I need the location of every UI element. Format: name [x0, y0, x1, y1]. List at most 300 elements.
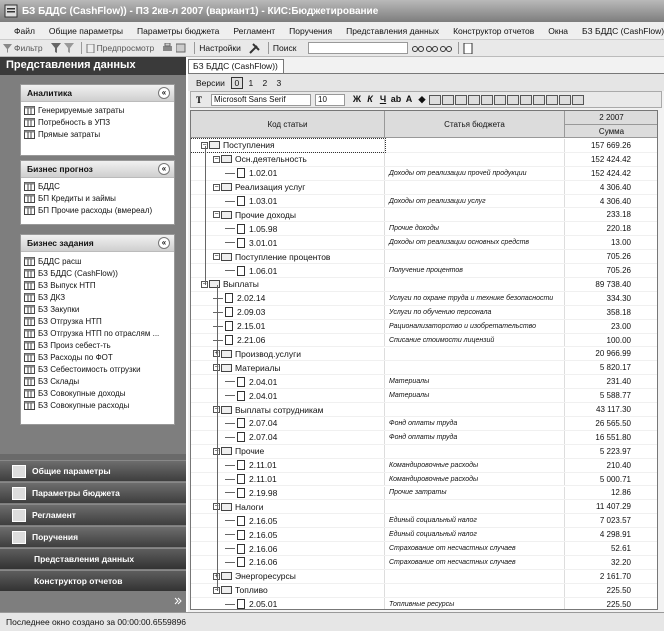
table-icon	[24, 401, 35, 410]
cell-sum	[565, 195, 635, 208]
table-icon	[24, 257, 35, 266]
group-tasks-header[interactable]	[21, 235, 174, 252]
cell-code	[191, 445, 385, 458]
table-icon	[24, 293, 35, 302]
version-button[interactable]: 3	[276, 77, 282, 88]
menu-item[interactable]: Окна	[548, 25, 569, 36]
table-row[interactable]	[191, 403, 658, 417]
panel-button[interactable]	[0, 548, 186, 569]
folder-icon	[221, 183, 232, 191]
cell-sum	[565, 487, 635, 500]
table-icon	[24, 269, 35, 278]
tools-icon[interactable]	[249, 43, 261, 54]
table-row[interactable]	[191, 556, 658, 570]
cell-budget	[385, 584, 565, 597]
border-none-icon[interactable]	[533, 95, 545, 105]
nav-item-label: БДДС	[38, 181, 60, 191]
toolbar	[0, 40, 664, 57]
cell-sum	[565, 236, 635, 249]
cell-budget	[385, 334, 565, 347]
cell-budget	[385, 250, 565, 263]
panel-button-label: Конструктор отчетов	[34, 576, 123, 586]
valign-top-icon[interactable]	[468, 95, 480, 105]
cell-budget	[385, 348, 565, 361]
collapse-icon[interactable]: −	[214, 183, 219, 191]
row-name: Прочие затраты	[389, 489, 447, 497]
collapse-icon[interactable]: −	[214, 447, 219, 455]
table-row[interactable]	[191, 500, 658, 514]
row-code: 2.07.04	[249, 418, 278, 429]
table-row[interactable]	[191, 598, 658, 610]
filter-button[interactable]	[3, 43, 43, 53]
group-analytics-header[interactable]	[21, 85, 174, 102]
panel-button[interactable]	[0, 570, 186, 591]
row-code: Налоги	[235, 501, 264, 512]
row-sum: 152 424.42	[590, 154, 631, 164]
panel-button-icon	[12, 509, 26, 522]
nav-item-label: БДДС расш	[38, 256, 82, 266]
nav-item[interactable]	[21, 180, 174, 192]
nav-item[interactable]	[21, 387, 174, 399]
cell-budget	[385, 570, 565, 583]
cell-code	[191, 292, 385, 305]
row-sum: 26 565.50	[595, 418, 631, 428]
cell-sum	[565, 542, 635, 555]
search-input[interactable]	[308, 42, 408, 54]
table-row[interactable]	[191, 153, 658, 167]
table-row[interactable]	[191, 222, 658, 236]
col-header-code[interactable]: Код статьи	[191, 111, 385, 138]
table-icon	[24, 194, 35, 203]
nav-item[interactable]	[21, 363, 174, 375]
cell-sum	[565, 181, 635, 194]
collapse-icon[interactable]: −	[202, 280, 207, 288]
row-sum: 157 669.26	[590, 140, 631, 150]
app-icon	[4, 4, 18, 18]
border-outer-icon[interactable]	[520, 95, 532, 105]
row-code: 2.02.14	[237, 293, 266, 304]
cell-sum	[565, 375, 635, 388]
row-sum: 4 306.40	[599, 182, 631, 192]
group-forecast-header[interactable]	[21, 161, 174, 178]
row-sum: 5 223.97	[599, 446, 631, 456]
row-sum: 12.86	[610, 488, 631, 498]
panel-button-icon	[12, 465, 26, 478]
col-header-budget[interactable]: Статья бюджета	[385, 111, 565, 138]
table-row[interactable]	[191, 292, 658, 306]
nav-item-label: БЗ Отгрузка НТП по отраслям ...	[38, 328, 160, 338]
status-bar: Последнее окно создано за 00:00:00.6559896	[0, 612, 664, 631]
group-tasks	[20, 234, 175, 425]
table-row[interactable]	[191, 570, 658, 584]
row-code: 2.19.98	[249, 487, 278, 498]
align-right-icon[interactable]	[455, 95, 467, 105]
row-sum: 5 588.77	[599, 391, 631, 401]
table-row[interactable]	[191, 473, 658, 487]
nav-item[interactable]	[21, 339, 174, 351]
nav-item-label: Потребность в УПЗ	[38, 117, 111, 127]
table-row[interactable]	[191, 459, 658, 473]
document-icon	[237, 377, 245, 387]
col-header-period[interactable]: 2 2007	[565, 111, 658, 125]
cell-sum	[565, 403, 635, 416]
panel-button-label: Общие параметры	[32, 466, 111, 476]
nav-item[interactable]	[21, 255, 174, 267]
row-name: Прочие доходы	[389, 225, 439, 233]
cell-sum	[565, 292, 635, 305]
row-name: Топливные ресурсы	[389, 600, 455, 608]
valign-middle-icon[interactable]	[481, 95, 493, 105]
row-name: Единый социальный налог	[389, 517, 477, 525]
row-code: 1.05.98	[249, 223, 278, 234]
collapse-icon[interactable]: «	[158, 87, 170, 99]
cell-budget	[385, 403, 565, 416]
nav-item[interactable]	[21, 128, 174, 140]
italic-icon[interactable]: К	[367, 94, 373, 104]
cell-code	[191, 250, 385, 263]
grid-icon[interactable]	[546, 95, 558, 105]
left-panel	[0, 57, 186, 612]
find-next-icon[interactable]	[426, 43, 438, 53]
collapse-icon[interactable]: −	[214, 211, 219, 219]
cell-code	[191, 361, 385, 374]
nav-item-label: БЗ Совокупные доходы	[38, 388, 126, 398]
row-code: 2.05.01	[249, 599, 278, 610]
row-sum: 13.00	[610, 238, 631, 248]
settings-button[interactable]	[199, 43, 241, 53]
expand-icon[interactable]	[559, 95, 571, 105]
cell-sum	[565, 445, 635, 458]
nav-item[interactable]	[21, 279, 174, 291]
cell-budget	[385, 236, 565, 249]
fill-color-icon[interactable]: ◆	[418, 94, 426, 104]
strike-icon[interactable]: ab	[390, 94, 402, 104]
table-icon	[24, 206, 35, 215]
table-row[interactable]	[191, 334, 658, 348]
format-toolbar	[190, 91, 662, 108]
table-row[interactable]	[191, 236, 658, 250]
table-icon	[24, 329, 35, 338]
collapse-icon[interactable]: −	[214, 406, 219, 414]
nav-item-label: БЗ Себестоимость отгрузки	[38, 364, 141, 374]
row-sum: 210.40	[606, 460, 631, 470]
valign-bottom-icon[interactable]	[494, 95, 506, 105]
group-forecast	[20, 160, 175, 225]
cell-sum	[565, 431, 635, 444]
cell-code	[191, 500, 385, 513]
table-icon	[24, 353, 35, 362]
cell-budget	[385, 514, 565, 527]
table-row[interactable]	[191, 542, 658, 556]
row-code: 2.11.01	[249, 460, 277, 471]
preview-icon	[86, 44, 95, 53]
cell-code	[191, 556, 385, 569]
cell-sum	[565, 264, 635, 277]
folder-icon	[209, 141, 220, 149]
row-code: 2.09.03	[237, 307, 266, 318]
cell-code	[191, 375, 385, 388]
nav-item-label: БЗ Совокупные расходы	[38, 400, 130, 410]
cell-code	[191, 514, 385, 527]
table-row[interactable]	[191, 264, 658, 278]
nav-item[interactable]	[21, 351, 174, 363]
row-code: 2.21.06	[237, 335, 266, 346]
row-name: Командировочные расходы	[389, 461, 479, 469]
cell-budget	[385, 181, 565, 194]
table-row[interactable]	[191, 528, 658, 542]
table-row[interactable]	[191, 195, 658, 209]
table-row[interactable]	[191, 348, 658, 362]
nav-item[interactable]	[21, 104, 174, 116]
table-row[interactable]	[191, 375, 658, 389]
table-row[interactable]	[191, 445, 658, 459]
collapse-icon[interactable]: −	[214, 155, 219, 163]
row-code: 2.04.01	[249, 390, 278, 401]
cell-code	[191, 473, 385, 486]
table-row[interactable]	[191, 361, 658, 375]
document-icon	[237, 530, 245, 540]
table-row[interactable]	[191, 209, 658, 223]
export-icon[interactable]	[176, 43, 187, 53]
table-row[interactable]	[191, 487, 658, 501]
menu-item[interactable]: Поручения	[289, 25, 333, 36]
font-size-select[interactable]: 10	[315, 94, 345, 106]
collapse-all-icon[interactable]	[572, 95, 584, 105]
cell-sum	[565, 556, 635, 569]
collapse-icon[interactable]: «	[158, 237, 170, 249]
nav-item-label: БП Кредиты и займы	[38, 193, 116, 203]
cell-budget	[385, 153, 565, 166]
version-button[interactable]: 1	[248, 77, 254, 88]
cell-code	[191, 222, 385, 235]
nav-item[interactable]	[21, 267, 174, 279]
funnel-clear-icon[interactable]	[64, 43, 74, 53]
row-sum: 7 023.57	[599, 516, 631, 526]
version-button[interactable]: 0	[231, 77, 243, 89]
panel-button[interactable]	[0, 482, 186, 503]
print-icon[interactable]	[162, 43, 173, 53]
nav-item[interactable]	[21, 291, 174, 303]
menu-bar	[0, 22, 664, 40]
row-code: Производ.услуги	[235, 348, 301, 359]
menu-item[interactable]: Общие параметры	[48, 25, 124, 36]
table-row[interactable]	[191, 167, 658, 181]
nav-item-label: БЗ Отгрузка НТП	[38, 316, 102, 326]
doc-icon[interactable]	[463, 43, 473, 54]
font-select[interactable]: Microsoft Sans Serif	[211, 94, 311, 106]
folder-icon	[221, 211, 232, 219]
table-row[interactable]	[191, 250, 658, 264]
row-name: Услуги по обучению персонала	[389, 308, 492, 316]
panel-button[interactable]	[0, 460, 186, 481]
cell-budget	[385, 417, 565, 430]
table-row[interactable]	[191, 514, 658, 528]
table-row[interactable]	[191, 584, 658, 598]
collapse-icon[interactable]: «	[158, 163, 170, 175]
cell-budget	[385, 361, 565, 374]
row-name: Командировочные расходы	[389, 475, 479, 483]
expand-icon[interactable]: +	[214, 350, 219, 358]
table-row[interactable]	[191, 389, 658, 403]
collapse-icon[interactable]: −	[214, 586, 219, 594]
row-sum: 152 424.42	[590, 168, 631, 178]
cell-sum	[565, 153, 635, 166]
cell-budget	[385, 320, 565, 333]
underline-icon[interactable]: Ч	[379, 94, 387, 104]
table-row[interactable]	[191, 320, 658, 334]
row-name: Страхование от несчастных случаев	[389, 558, 516, 566]
menu-item[interactable]: Параметры бюджета	[137, 25, 220, 36]
panel-button-label: Поручения	[32, 532, 79, 542]
cell-sum	[565, 348, 635, 361]
row-code: Реализация услуг	[235, 182, 306, 193]
nav-item[interactable]	[21, 375, 174, 387]
row-sum: 20 966.99	[595, 349, 631, 359]
cell-code	[191, 278, 385, 291]
cell-code	[191, 264, 385, 277]
cell-budget	[385, 195, 565, 208]
find-icon[interactable]	[412, 43, 424, 53]
cell-budget	[385, 375, 565, 388]
collapse-icon[interactable]: −	[214, 503, 219, 511]
row-code: Выплаты	[223, 279, 259, 290]
nav-item[interactable]	[21, 192, 174, 204]
cell-code	[191, 334, 385, 347]
expand-icon[interactable]: +	[214, 572, 219, 580]
collapse-icon[interactable]: −	[214, 253, 219, 261]
cell-sum	[565, 209, 635, 222]
menu-item[interactable]: Регламент	[233, 25, 276, 36]
col-header-sum[interactable]: Сумма	[565, 125, 658, 138]
cell-code	[191, 417, 385, 430]
panel-button-label: Представления данных	[34, 554, 135, 564]
cell-budget	[385, 222, 565, 235]
cell-code	[191, 403, 385, 416]
document-icon	[237, 488, 245, 498]
row-code: 2.16.06	[249, 543, 278, 554]
row-code: Осн.деятельность	[235, 154, 307, 165]
cell-code	[191, 348, 385, 361]
table-row[interactable]	[191, 431, 658, 445]
row-sum: 16 551.80	[595, 432, 631, 442]
more-icon[interactable]	[174, 597, 182, 605]
nav-item[interactable]	[21, 315, 174, 327]
row-sum: 231.40	[606, 377, 631, 387]
row-name: Материалы	[389, 392, 430, 400]
align-center-icon[interactable]	[442, 95, 454, 105]
table-icon	[24, 317, 35, 326]
document-area	[188, 57, 664, 612]
collapse-icon[interactable]: −	[202, 141, 207, 149]
menu-item[interactable]: Файл	[14, 25, 35, 36]
table-row[interactable]	[191, 278, 658, 292]
nav-item-label: БЗ Выпуск НТП	[38, 280, 96, 290]
cell-budget	[385, 542, 565, 555]
document-icon	[237, 544, 245, 554]
cell-sum	[565, 570, 635, 583]
row-code: 2.16.06	[249, 557, 278, 568]
cell-code	[191, 487, 385, 500]
collapse-icon[interactable]: −	[214, 364, 219, 372]
menu-item[interactable]: Представления данных	[346, 25, 440, 36]
row-sum: 705.26	[606, 252, 631, 262]
row-code: 2.15.01	[237, 321, 266, 332]
cell-budget	[385, 139, 565, 152]
cell-code	[191, 570, 385, 583]
row-name: Фонд оплаты труда	[389, 419, 458, 427]
table-row[interactable]	[191, 417, 658, 431]
cell-sum	[565, 389, 635, 402]
title-bar	[0, 0, 664, 22]
svg-text:T: T	[196, 95, 203, 105]
row-name: Фонд оплаты труда	[389, 433, 458, 441]
nav-item[interactable]	[21, 327, 174, 339]
cell-sum	[565, 500, 635, 513]
table-icon	[24, 118, 35, 127]
nav-item[interactable]	[21, 303, 174, 315]
budget-grid	[190, 110, 658, 610]
panel-button[interactable]	[0, 504, 186, 525]
document-icon	[237, 474, 245, 484]
nav-item[interactable]	[21, 116, 174, 128]
row-code: Поступления	[223, 140, 275, 151]
panel-button-icon	[12, 531, 26, 544]
cell-sum	[565, 514, 635, 527]
cell-sum	[565, 167, 635, 180]
menu-item[interactable]: БЗ БДДС (CashFlow)	[582, 25, 664, 36]
nav-item[interactable]	[21, 399, 174, 411]
document-icon	[237, 266, 245, 276]
funnel-icon[interactable]	[51, 43, 61, 53]
find-prev-icon[interactable]	[440, 43, 452, 53]
document-icon	[237, 599, 245, 609]
cell-sum	[565, 417, 635, 430]
table-row[interactable]	[191, 306, 658, 320]
table-row[interactable]	[191, 181, 658, 195]
bold-icon[interactable]: Ж	[352, 94, 362, 104]
font-color-icon[interactable]: A	[405, 94, 413, 104]
panel-button-label: Параметры бюджета	[32, 488, 120, 498]
cell-sum	[565, 528, 635, 541]
row-sum: 43 117.30	[596, 405, 631, 415]
cell-budget	[385, 264, 565, 277]
row-code: Материалы	[235, 362, 281, 373]
menu-item[interactable]: Конструктор отчетов	[453, 25, 535, 36]
cell-code	[191, 459, 385, 472]
border-all-icon[interactable]	[507, 95, 519, 105]
table-row[interactable]	[191, 139, 658, 153]
tab-document[interactable]: БЗ БДДС (CashFlow))	[188, 59, 284, 73]
row-sum: 4 306.40	[599, 196, 631, 206]
row-sum: 32.20	[610, 557, 631, 567]
preview-button[interactable]	[86, 43, 155, 53]
row-name: Услуги по охране труда и технике безопасности	[389, 294, 554, 302]
row-code: Прочие доходы	[235, 209, 296, 220]
nav-item[interactable]	[21, 204, 174, 216]
nav-item-label: БЗ ДКЗ	[38, 292, 66, 302]
cell-budget	[385, 500, 565, 513]
folder-icon	[221, 350, 232, 358]
document-icon	[225, 307, 233, 317]
row-code: Прочие	[235, 446, 265, 457]
row-name: Материалы	[389, 378, 430, 386]
version-button[interactable]: 2	[262, 77, 268, 88]
align-left-icon[interactable]	[429, 95, 441, 105]
folder-icon	[221, 155, 232, 163]
nav-item-label: БЗ Расходы по ФОТ	[38, 352, 113, 362]
panel-button[interactable]	[0, 526, 186, 547]
row-sum: 358.18	[606, 307, 631, 317]
